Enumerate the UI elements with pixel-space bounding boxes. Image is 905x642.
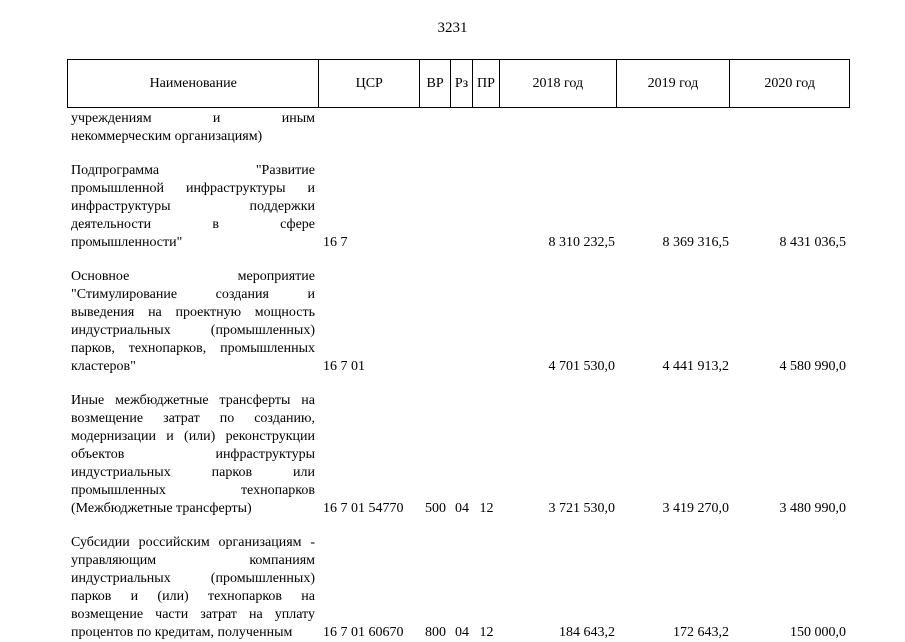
row-name-line: "Стимулирование создания и [71, 287, 315, 302]
table-row [67, 268, 850, 376]
row-name-line: некоммерческим организациям) [71, 129, 263, 144]
header-name: Наименование [68, 60, 319, 107]
row-name [67, 534, 319, 642]
row-2020: 4 580 990,0 [779, 359, 846, 374]
table-row [67, 110, 850, 146]
header-pr: ПР [473, 60, 500, 107]
row-pr: 12 [479, 501, 494, 516]
row-2018: 4 701 530,0 [548, 359, 615, 374]
row-csr: 16 7 [323, 235, 348, 250]
header-vr: ВР [420, 60, 451, 107]
header-2018: 2018 год [500, 60, 617, 107]
header-csr: ЦСР [319, 60, 420, 107]
row-csr: 16 7 01 60670 [323, 625, 404, 640]
row-rz: 04 [455, 625, 469, 640]
row-name-line: Подпрограмма "Развитие [71, 163, 315, 178]
row-name-line: индустриальных парков или [71, 465, 315, 480]
row-name-line: выведения на проектную мощность [71, 305, 315, 320]
row-2020: 8 431 036,5 [779, 235, 846, 250]
row-vr: 500 [425, 501, 446, 516]
row-2019: 4 441 913,2 [662, 359, 729, 374]
row-name-line: индустриальных (промышленных) [71, 323, 315, 338]
row-vr: 800 [425, 625, 446, 640]
row-2020: 150 000,0 [790, 625, 846, 640]
row-name-line: промышленных технопарков [71, 483, 315, 498]
row-name-line: объектов инфраструктуры [71, 447, 315, 462]
table-row [67, 392, 850, 518]
row-name-line: процентов по кредитам, полученным [71, 625, 293, 640]
row-name-line: кластеров" [71, 359, 136, 374]
row-name [67, 392, 319, 518]
page-number: 3231 [437, 20, 468, 36]
row-csr: 16 7 01 [323, 359, 365, 374]
row-name-line: возмещение части затрат на уплату [71, 607, 315, 622]
row-2019: 8 369 316,5 [662, 235, 729, 250]
row-name-line: промышленности" [71, 235, 183, 250]
row-2019: 3 419 270,0 [662, 501, 729, 516]
table-header [67, 59, 850, 108]
row-name-line: модернизации и (или) реконструкции [71, 429, 315, 444]
row-name-line: индустриальных (промышленных) [71, 571, 315, 586]
row-2018: 8 310 232,5 [548, 235, 615, 250]
row-name-line: промышленной инфраструктуры и [71, 181, 315, 196]
row-2018: 3 721 530,0 [548, 501, 615, 516]
row-name-line: парков и (или) технопарков на [71, 589, 315, 604]
row-pr: 12 [479, 625, 494, 640]
row-name-line: Субсидии российским организациям - [71, 535, 315, 550]
row-name [67, 162, 319, 252]
header-2020: 2020 год [764, 75, 815, 91]
header-2019: 2019 год [617, 60, 731, 107]
row-name-line: управляющим компаниям [71, 553, 315, 568]
row-csr: 16 7 01 54770 [323, 501, 404, 516]
row-name [67, 268, 319, 376]
row-name-line: возмещение затрат по созданию, [71, 411, 315, 426]
row-name-line: инфраструктуры поддержки [71, 199, 315, 214]
row-name-line: парков, технопарков, промышленных [71, 341, 315, 356]
row-2018: 184 643,2 [559, 625, 615, 640]
table-body [67, 110, 850, 642]
header-rz: Рз [451, 60, 473, 107]
table-row [67, 162, 850, 252]
table-row [67, 534, 850, 642]
row-rz: 04 [455, 501, 469, 516]
row-name-line: деятельности в сфере [71, 217, 315, 232]
row-name-line: (Межбюджетные трансферты) [71, 501, 252, 516]
row-2020: 3 480 990,0 [779, 501, 846, 516]
row-2019: 172 643,2 [673, 625, 729, 640]
row-name-line: Иные межбюджетные трансферты на [71, 393, 315, 408]
row-name-line: учреждениям и иным [71, 111, 315, 126]
row-name-line: Основное мероприятие [71, 269, 315, 284]
row-name [67, 110, 319, 146]
